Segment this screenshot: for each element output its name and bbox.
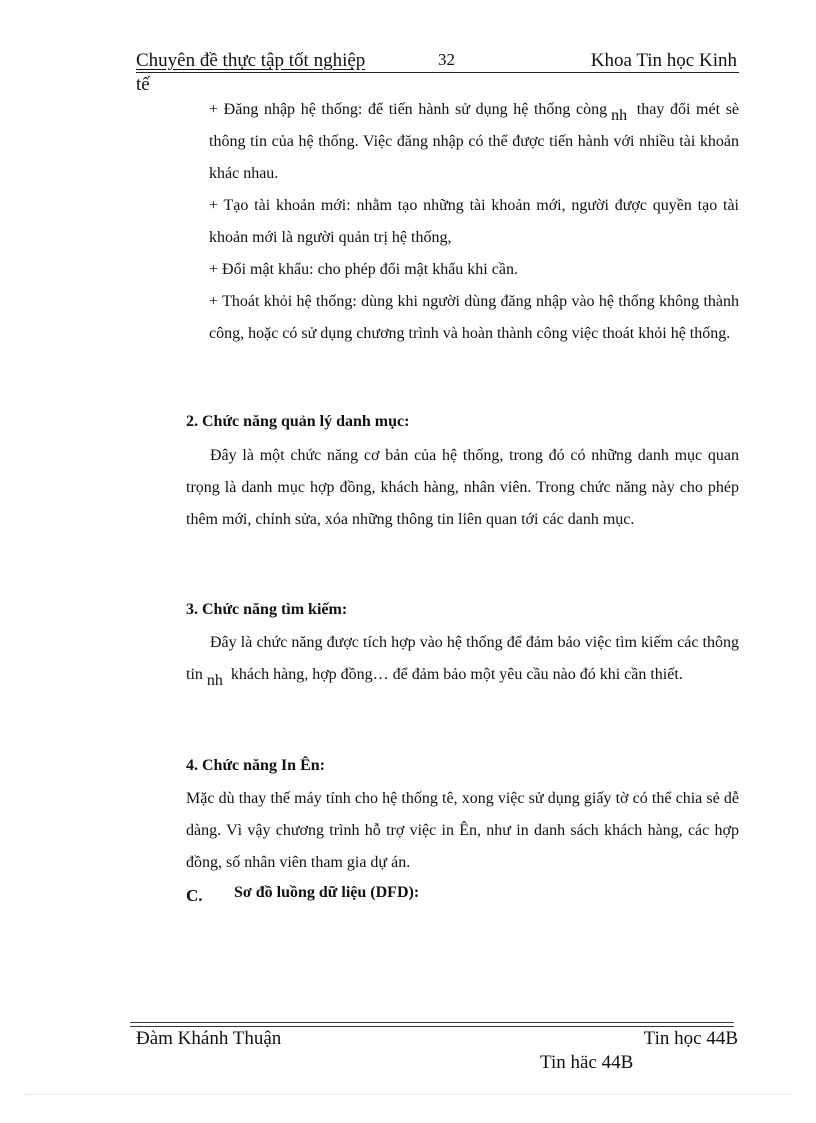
login-text-start: + Đăng nhập hệ thống: để tiến hành sử dụng hệ thống còng (209, 101, 608, 118)
footer-class-duplicate: Tin häc 44B (540, 1052, 634, 1073)
footer-author: Đàm Khánh Thuận (136, 1028, 282, 1049)
header-wrap-text: tế (136, 74, 150, 95)
section-c-letter: C. (186, 886, 203, 905)
section-3-heading: 3. Chức năng tìm kiếm: (186, 601, 348, 618)
change-password-paragraph: + Đổi mật khẩu: cho phép đổi mật khẩu khi cần. (209, 261, 518, 278)
stray-nh: nh (611, 107, 628, 124)
header-title: Chuyên đề thực tập tốt nghiệp (136, 50, 366, 71)
footer-rule-bottom (130, 1026, 734, 1027)
login-paragraph (209, 94, 739, 190)
header-faculty: Khoa Tin học Kinh (590, 50, 737, 71)
section-4-heading: 4. Chức năng In Ên: (186, 757, 325, 774)
page-number: 32 (438, 50, 455, 69)
section-3-text-b: khách hàng, hợp đồng… để đảm bảo một yêu cầu nào đó khi cần thiết. (230, 666, 683, 683)
section-3-body (186, 627, 739, 691)
footer-rule-top (130, 1022, 734, 1023)
section-3-text-a: Đây là chức năng được tích hợp vào hệ thống để đảm bảo việc tìm kiếm các thông tin (186, 634, 739, 683)
section-4-body: Mặc dù thay thế máy tính cho hệ thống tê, xong việc sử dụng giấy tờ có thể chia sẻ dễ dàng. Vì vậy chương trình hỗ trợ việc in Ên, như in danh sách khách hàng, các hợp đồng, số nhân viên tham gia dự án. (186, 790, 739, 871)
logout-paragraph: + Thoát khỏi hệ thống: dùng khi người dùng đăng nhập vào hệ thống không thành công, hoặc có sử dụng chương trình và hoàn thành công việc thoát khỏi hệ thống. (209, 293, 739, 342)
footer-class: Tin học 44B (643, 1028, 738, 1049)
create-account-paragraph: + Tạo tài khoản mới: nhằm tạo những tài khoản mới, người được quyền tạo tài khoản mới là người quản trị hệ thống, (209, 197, 739, 246)
section-c-heading: Sơ đồ luồng dữ liệu (DFD): (234, 884, 420, 901)
page-bottom-border (24, 1094, 792, 1095)
page-header (136, 48, 739, 73)
section-2-body: Đây là một chức năng cơ bản của hệ thống, trong đó có những danh mục quan trọng là danh mục hợp đồng, khách hàng, nhân viên. Trong chức năng này cho phép thêm mới, chỉnh sửa, xóa những thông tin liên quan tới các danh mục. (186, 447, 739, 528)
stray-nh-2: nh (206, 672, 223, 689)
section-2-heading: 2. Chức năng quản lý danh mục: (186, 413, 410, 430)
login-text-rest: thay đổi mét sè thông tin của hệ thống. Việc đăng nhập có thể được tiến hành với nhiều tài khoản khác nhau. (209, 101, 740, 182)
